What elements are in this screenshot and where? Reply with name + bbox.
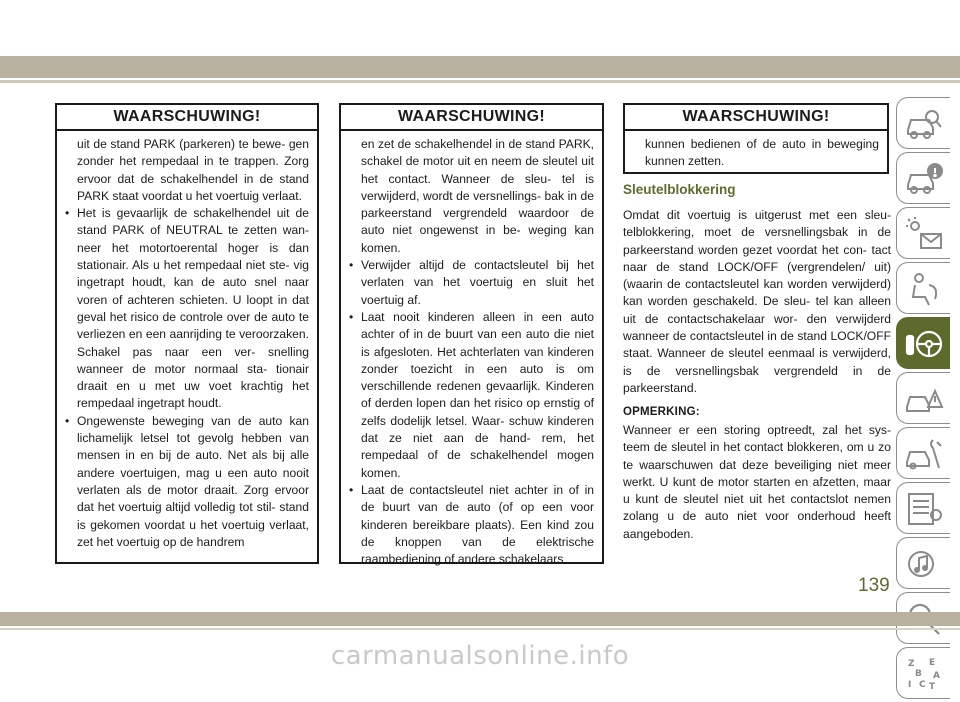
tab-servicing[interactable] (896, 427, 950, 479)
warning-paragraph: en zet de schakelhendel in de stand PARK, schakel de motor uit en neem de sleutel uit het contact. Wanneer de sleu- tel is verwijderd, wordt de versnellings- bak in de parkeerstand vergrendeld waardoor de auto niet ongewenst in be- weging kan komen. (361, 137, 594, 255)
footer-rule (0, 628, 960, 630)
tab-safety[interactable] (896, 262, 950, 314)
warning-bullet: • Laat nooit kinderen alleen in een auto achter of in de buurt van een auto die niet is afgesloten. Het achterlaten van kinderen zonder toezicht in een auto is om verschillende redenen gevaarlijk. Kinderen of derden lopen dan het risico op ernstig of zelfs dodelijk letsel. Waar- schuw kinderen dat ze niet aan de hand- rem, het rempedaal of de schakelhendel mogen komen. (349, 309, 594, 482)
warning-title: WAARSCHUWING! (625, 105, 887, 131)
multimedia-music-icon (905, 546, 943, 582)
tab-car-info[interactable] (896, 152, 950, 204)
page-number: 139 (858, 575, 890, 596)
svg-text:C: C (919, 680, 926, 690)
key-steering-wheel-icon (905, 326, 943, 362)
warning-box-2 (339, 103, 604, 567)
note-label: OPMERKING: (623, 406, 700, 418)
warning-light-message-icon (905, 216, 943, 252)
car-breakdown-warning-icon (905, 381, 943, 417)
note-body: Wanneer er een storing optreedt, zal het sys- teem de sleutel in het contact blokkeren, om u zo te waarschuwen dat deze beveiliging niet meer werkt. U kunt de motor starten en afzetten, maar u kunt de sleutel niet uit het contactslot nemen zolang u de auto niet voor onderhoud heeft aangeboden. (623, 423, 891, 541)
tab-emergency[interactable] (896, 372, 950, 424)
warning-bullet: • Ongewenste beweging van de auto kan lichamelijk letsel tot gevolg hebben van mensen in en bij de auto. Net als bij alle andere voertuigen, mag u een auto nooit verlaten als de motor draait. Zorg ervoor dat het voertuig altijd volledig tot stil- stand is gekomen voordat u het voertuig verlaat, zet het voertuig op de handrem (65, 413, 309, 551)
warning-paragraph: kunnen bedienen of de auto in beweging kunnen zetten. (645, 137, 879, 169)
section-heading: Sleutelblokkering (623, 182, 736, 197)
airbag-seat-icon (905, 271, 943, 307)
tab-warning-lights[interactable] (896, 207, 950, 259)
header-rule (0, 80, 960, 83)
svg-text:Z: Z (908, 659, 915, 669)
car-wrench-icon (905, 436, 943, 472)
watermark: carmanualsonline.info (330, 641, 630, 671)
car-info-icon (905, 161, 943, 197)
warning-box-1 (55, 103, 319, 564)
warning-title: WAARSCHUWING! (57, 105, 317, 131)
svg-text:T: T (929, 682, 936, 692)
warning-body (341, 131, 602, 574)
tab-starting-operating[interactable] (896, 317, 950, 369)
header-band (0, 56, 960, 78)
warning-bullet: • Het is gevaarlijk de schakelhendel uit de stand PARK of NEUTRAL te zetten wan- neer het motortoerental hoger is dan stationair. Als u het rempedaal niet ste- vig ingetrapt houdt, kan de auto snel naar voren of achteren schieten. U loopt in dat geval het risico de controle over de auto te verliezen en een aanrijding te veroorzaken. Schakel pas naar een ver- snelling wanneer de motor normaal sta- tionair draait en u met uw voet krachtig het rempedaal ingetrapt houdt. (65, 205, 309, 413)
specifications-list-icon (905, 491, 943, 527)
warning-title: WAARSCHUWING! (341, 105, 602, 131)
warning-body (625, 131, 887, 177)
svg-text:I: I (908, 680, 912, 690)
warning-bullet: • Verwijder altijd de contactsleutel bij het verlaten van het voertuig en sluit het voertuig af. (349, 257, 594, 309)
car-search-icon (905, 106, 943, 142)
page-top-margin (0, 0, 960, 56)
svg-text:E: E (929, 658, 936, 668)
tab-car-search[interactable] (896, 97, 950, 149)
section-body: Omdat dit voertuig is uitgerust met een sleu- telblokkering, moet de versnellingsbak in de parkeerstand worden gezet voordat het con- tact naar de stand LOCK/OFF (vergrendelen/ uit) (waarin de contactsleutel kan worden verwijderd) kan worden geschakeld. De sleu- tel kan alleen uit de contactschakelaar wor- den verwijderd wanneer de contactsleutel in de stand LOCK/OFF staat. Wanneer de sleutel eenmaal is verwijderd, is de versnellingsbak vergrendeld in de parkeerstand. (623, 208, 891, 395)
svg-text:B: B (915, 669, 922, 679)
footer-band (0, 612, 960, 626)
tab-multimedia[interactable] (896, 537, 950, 589)
tab-specifications[interactable] (896, 482, 950, 534)
svg-text:A: A (933, 671, 940, 681)
warning-bullet: • Laat de contactsleutel niet achter in of in de buurt van de auto (of op een voor kinderen bereikbare plaats). Een kind zou de knoppen van de elektrische raambediening of andere schakelaars (349, 482, 594, 568)
warning-body (57, 131, 317, 557)
warning-box-3 (623, 103, 889, 174)
warning-paragraph: uit de stand PARK (parkeren) te bewe- gen zonder het rempedaal in te trappen. Zorg ervoor dat de schakelhendel in de stand PARK staat voordat u het voertuig verlaat. (77, 137, 309, 203)
